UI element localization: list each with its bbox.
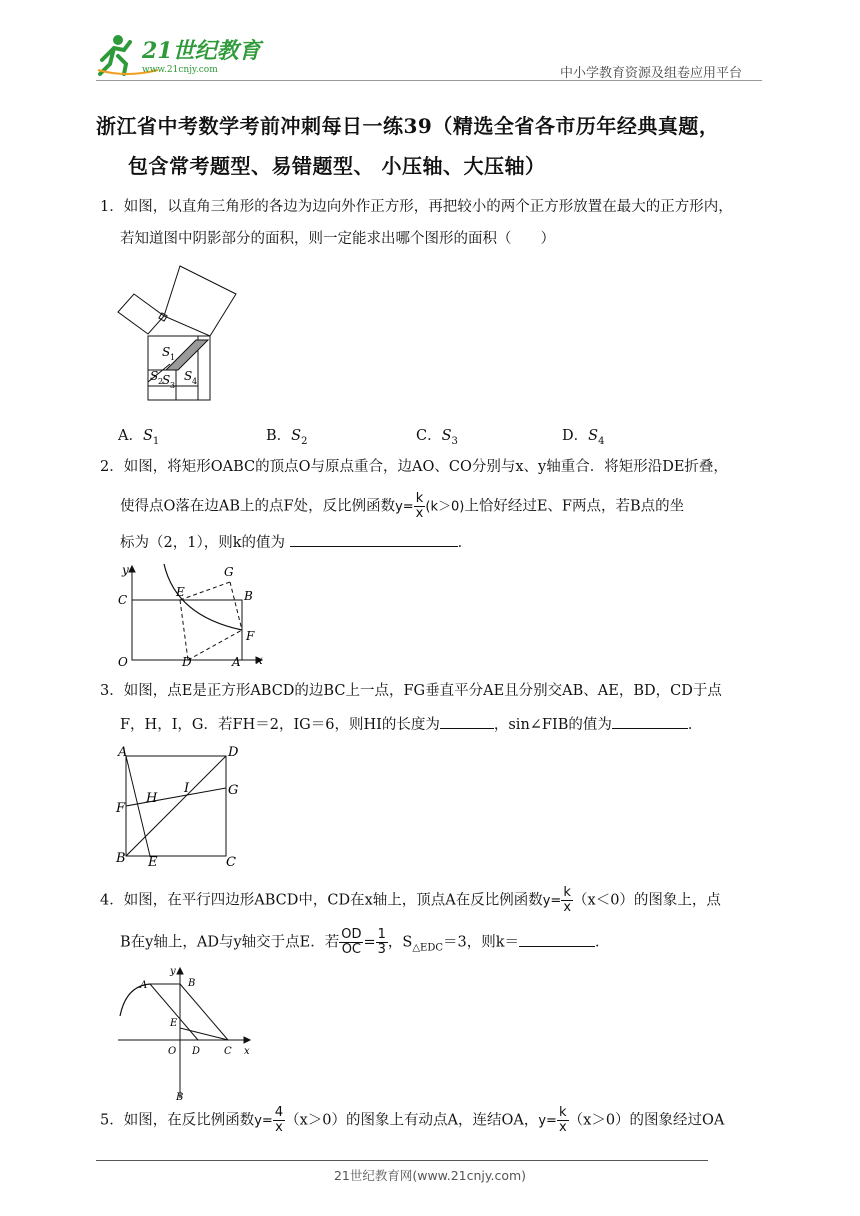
fig-q3-c: C [226,855,236,868]
header-divider [96,80,762,81]
q4-frac-num: k [561,886,573,901]
question-4 [100,886,780,915]
fig-q2-e: E [176,585,185,599]
q3-figure [112,744,252,872]
q2-frac-num: k [414,492,426,507]
q2-condition: (k＞0) [425,499,465,515]
q3-line1: 如图，点E是正方形ABCD的边BC上一点，FG垂直平分AE且分别交AB、AE，BD，CD于点 [123,683,722,699]
q5-fraction [273,1106,285,1135]
option-c-letter: C． [416,428,442,444]
fig-q4-b-lower: B [176,1092,184,1102]
q4-equals: = [363,934,376,951]
footer-text[interactable]: 21世纪教育网(www.21cnjy.com) [333,1168,527,1183]
q4-ratio-value-num: 1 [377,927,386,942]
q5-fraction2 [557,1106,569,1135]
q3-line2 [120,714,780,736]
fig-label-s2: S [150,369,159,383]
fig-q4-a: A [140,980,148,991]
logo-url: www.21cnjy.com [142,65,218,75]
fig-q4-d: D [192,1046,201,1057]
q3-line2-end: ． [687,717,703,733]
fig-q2-b: B [244,589,253,603]
q4-line2c: ＝3，则k＝ [443,934,520,951]
q2-line2 [120,492,780,521]
q4-fraction [561,886,573,915]
option-b-text: S [291,428,302,444]
fig-label-s4-sub: 4 [192,377,198,386]
fig-q2-d: D [182,655,192,669]
fig-q3-i: I [184,781,190,796]
q3-line2b: ，sin∠FIB的值为 [493,717,612,733]
option-c[interactable] [416,424,458,447]
fig-label-s2-sub: 2 [158,377,164,386]
question-1 [100,196,780,218]
q5-formula: y= [254,1113,273,1129]
question-3 [100,680,780,702]
option-b-sub: 2 [301,435,308,447]
q4-ratio-num: OD [341,927,362,942]
q4-line2-end: ． [595,934,610,951]
q5-frac-num: 4 [274,1105,284,1120]
q4-formula: y= [542,893,562,909]
fig-q4-o: O [168,1046,177,1057]
question-2 [100,456,780,478]
q4-sub: △EDC [412,942,444,954]
fig-label-s3: S [162,373,171,387]
q3-number: 3． [100,683,124,699]
q3-blank-hi[interactable] [440,714,494,729]
fig-q4-c: C [224,1046,232,1057]
q4-ratio-den: OC [341,942,362,957]
option-a-text: S [142,428,153,444]
fig-label-s4: S [184,369,193,383]
q2-frac-den: x [415,506,424,521]
fig-q3-f: F [116,801,126,816]
q3-line2a: F，H，I，G．若FH＝2，IG＝6，则HI的长度为 [120,717,440,733]
fig-q2-a: A [232,655,241,669]
option-d-sub: 4 [598,435,605,447]
fig-q3-g: G [228,783,239,798]
footer-divider [96,1160,708,1161]
title-line1: 浙江省中考数学考前冲刺每日一练39（精选全省各市历年经典真题， [96,114,720,138]
q4-line2a: B在y轴上，AD与y轴交于点E．若 [120,934,340,951]
q4-figure [114,962,254,1106]
q2-formula: y= [395,499,414,515]
option-b-letter: B． [266,428,292,444]
q2-line2a: 使得点O落在边AB上的点F处，反比例函数 [120,498,396,515]
q2-answer-blank[interactable] [290,532,458,547]
q5-formula2: y= [538,1113,557,1129]
fig-label-s3-sub: 3 [170,381,176,390]
option-a[interactable] [118,424,159,447]
question-5 [100,1106,790,1135]
fig-q2-y: y [122,563,129,577]
q4-ratio-od-oc [339,928,363,957]
logo-text: 21世纪教育 [142,38,261,64]
option-d[interactable] [562,424,604,447]
q5-frac2-den: x [558,1120,567,1135]
fig-q2-x: x [256,653,263,667]
platform-name: 中小学教育资源及组卷应用平台 [560,66,743,81]
q2-line3-end: ． [457,535,473,551]
option-a-sub: 1 [152,435,160,447]
q4-line1b: （x＜0）的图象上，点 [573,892,721,909]
q4-ratio-value-den: 3 [377,942,386,957]
q5-line1b: （x＞0）的图象上有动点A，连结OA， [285,1112,539,1129]
q2-line3 [120,532,780,554]
fig-q3-b: B [116,851,126,866]
fig-q2-g: G [224,565,234,579]
q4-frac-den: x [563,900,572,915]
fig-q4-b: B [188,978,196,989]
option-c-sub: 3 [451,435,458,447]
option-d-letter: D． [562,428,589,444]
q2-line2b: 上恰好经过E、F两点，若B点的坐 [464,498,685,515]
q1-line1: 如图，以直角三角形的各边为边向外作正方形，再把较小的两个正方形放置在最大的正方形内， [123,199,733,215]
fig-q2-o: O [118,655,128,669]
fig-label-s1-sub: 1 [170,353,176,362]
q5-frac2-num: k [557,1106,569,1121]
fig-q3-d: D [228,745,239,760]
option-b[interactable] [266,424,307,447]
q4-number: 4． [100,892,124,909]
q5-number: 5． [100,1112,124,1129]
q3-blank-sin[interactable] [612,714,688,729]
q4-line2b: ，S [387,934,413,951]
q1-figure [114,264,244,412]
fig-q4-e: E [170,1018,178,1029]
fig-q2-c: C [118,593,128,607]
option-d-text: S [588,428,599,444]
q1-line2: 若知道图中阴影部分的面积，则一定能求出哪个图形的面积（ ） [120,231,555,247]
q2-figure [112,560,272,674]
option-c-text: S [441,428,452,444]
q4-answer-blank[interactable] [519,932,595,947]
q2-number: 2． [100,459,124,475]
fig-q3-a: A [118,745,128,760]
fig-q3-e: E [148,855,158,868]
fig-q4-x: x [244,1046,250,1057]
fig-q4-y: y [170,966,176,977]
option-a-letter: A． [118,428,143,444]
q1-number: 1． [100,199,124,215]
q2-fraction [414,492,426,521]
fig-q2-f: F [246,629,255,643]
q2-line1: 如图，将矩形OABC的顶点O与原点重合，边AO、CO分别与x、y轴重合．将矩形沿DE折叠， [123,459,728,475]
q4-ratio-value [376,928,388,957]
q2-line3-text: 标为（2，1），则k的值为 [120,535,285,551]
q4-line1a: 如图，在平行四边形ABCD中，CD在x轴上，顶点A在反比例函数 [123,892,543,909]
site-logo [96,30,266,80]
fig-q3-h: H [146,791,158,806]
title-line2: 包含常考题型、易错题型、 小压轴、大压轴） [128,154,546,178]
q5-frac-den: x [275,1120,283,1135]
q5-line1c: （x＞0）的图象经过OA [568,1112,725,1129]
q4-line2 [120,928,780,959]
q5-line1a: 如图，在反比例函数 [123,1112,255,1129]
fig-label-s1: S [162,345,171,359]
